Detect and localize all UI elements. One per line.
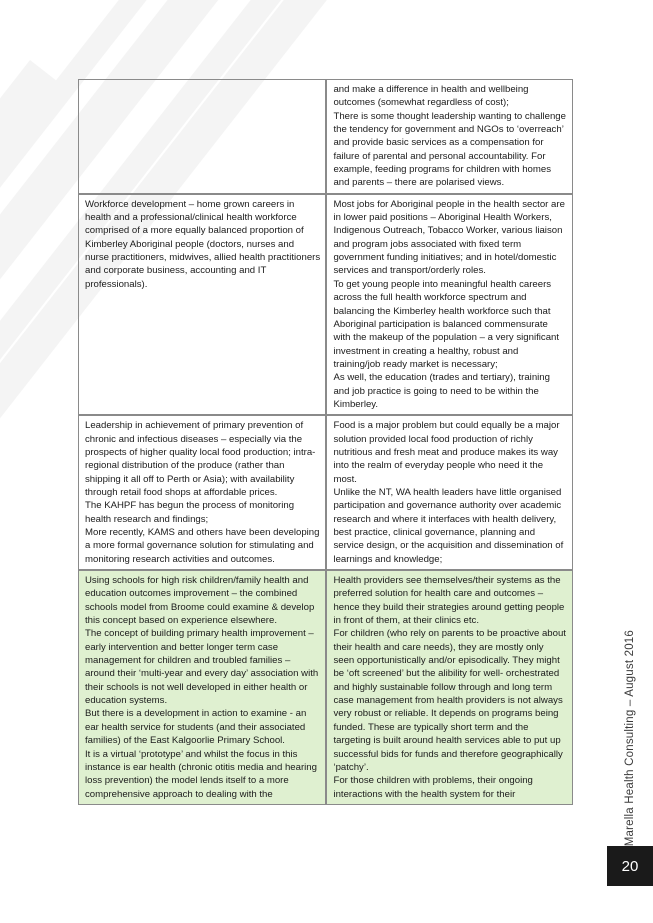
table-body — [78, 79, 573, 805]
table-row — [78, 415, 573, 570]
page-number-text: 20 — [621, 857, 639, 875]
running-footer-text: Marella Health Consulting – August 2016 — [623, 629, 636, 846]
table-row-highlighted — [78, 570, 573, 805]
running-footer — [620, 588, 639, 846]
table-cell-left — [78, 570, 326, 805]
cell-paragraph: For children (who rely on parents to be proactive about their health and care needs), they are mostly only seen opportunistically and/or episodically. They might be ‘oft screened’ but the alibility for well- orchestrated and highly sustainable follow through and long term case management from health providers is not always very robust or reliable. It depends on programs being funded. These are typically short term and the targeting is built around health services able to put up successful bids for funds and therefore geographically ‘patchy’. — [333, 628, 566, 773]
cell-paragraph: But there is a development in action to examine - an ear health service for students (and their associated families) of the East Kalgoorlie Primary School. — [85, 708, 307, 747]
table-cell-right — [326, 415, 573, 570]
cell-paragraph: and make a difference in health and wellbeing outcomes (somewhat regardless of cost); — [333, 84, 529, 109]
table-cell-left — [78, 79, 326, 194]
cell-paragraph: Workforce development – home grown careers in health and a professional/clinical health workforce comprised of a more equally balanced proportion of Kimberley Aboriginal people (doctors, nurses and nurse practitioners, midwives, allied health practitioners and corporate business, accounting and IT professionals). — [85, 198, 321, 290]
cell-paragraph: As well, the education (trades and tertiary), training and job practice is going to need to be within the Kimberley. — [333, 372, 550, 410]
cell-paragraph: The KAHPF has begun the process of monitoring health research and findings; — [85, 500, 295, 525]
table-cell-right — [326, 570, 573, 805]
page-number-badge — [607, 846, 653, 886]
cell-paragraph: Leadership in achievement of primary prevention of chronic and infectious diseases – especially via the prospects of higher quality local food production; intra-regional distribution of the produce (rather than shipping it all off to Perth or Asia); with availability through retail food shops at affordable prices. — [85, 420, 316, 498]
table-cell-right — [326, 79, 573, 194]
content-table — [78, 79, 573, 805]
cell-paragraph: It is a virtual ‘prototype’ and whilst the focus in this instance is ear health (chronic otitis media and hearing loss prevention) the model lends itself to a more comprehensive approach to dealing with the — [85, 748, 317, 800]
cell-paragraph: Health providers see themselves/their systems as the preferred solution for health care and outcomes – hence they build their strategies around getting people in front of them, at their clinics etc. — [333, 575, 565, 627]
cell-paragraph: Food is a major problem but could equally be a major solution provided local food production of richly nutritious and fresh meat and produce makes its way into the realm of everyday people who need it the most. — [333, 420, 560, 485]
cell-paragraph: More recently, KAMS and others have been developing a more formal governance solution for stimulating and monitoring research activities and outcomes. — [85, 527, 320, 565]
table-row — [78, 79, 573, 194]
cell-paragraph: For those children with problems, their ongoing interactions with the health system for their — [333, 775, 533, 800]
cell-paragraph: Using schools for high risk children/family health and education outcomes improvement – the combined schools model from Broome could examine & develop this concept based on experience elsewhere. — [85, 575, 315, 627]
table-cell-right — [326, 194, 573, 416]
table-cell-left — [78, 415, 326, 570]
cell-paragraph: Unlike the NT, WA health leaders have little organised participation and governance authority over academic research and where it interfaces with health delivery, best practice, clinical governance, planning and service design, or the acquisition and dissemination of learnings and knowledge; — [333, 486, 564, 565]
cell-paragraph: The concept of building primary health improvement – early intervention and better longer term case management for children and troubled families – around their ‘multi-year and every day’ association with their schools is not well developed in either health or education systems. — [85, 628, 319, 707]
cell-paragraph: There is some thought leadership wanting to challenge the tendency for government and NGOs to ‘overreach’ and provide basic services as a compensation for failure of parental and personal accountability. For example, feeding programs for children with homes and parents – there are polarised views. — [333, 110, 566, 189]
cell-paragraph: Most jobs for Aboriginal people in the health sector are in lower paid positions – Aboriginal Health Workers, Indigenous Outreach, Tobacco Worker, various liaison and program jobs associated with fixed term government funding initiatives; and in hotel/domestic services and transport/orderly roles. — [333, 198, 565, 277]
cell-paragraph: To get young people into meaningful health careers across the full health workforce spectrum and balancing the Kimberley health workforce such that Aboriginal participation is balanced commensurate with the makeup of the population – a very significant investment in creating a healthy, robust and training/job ready market is necessary; — [333, 278, 560, 370]
table-row — [78, 194, 573, 416]
table-cell-left — [78, 194, 326, 416]
